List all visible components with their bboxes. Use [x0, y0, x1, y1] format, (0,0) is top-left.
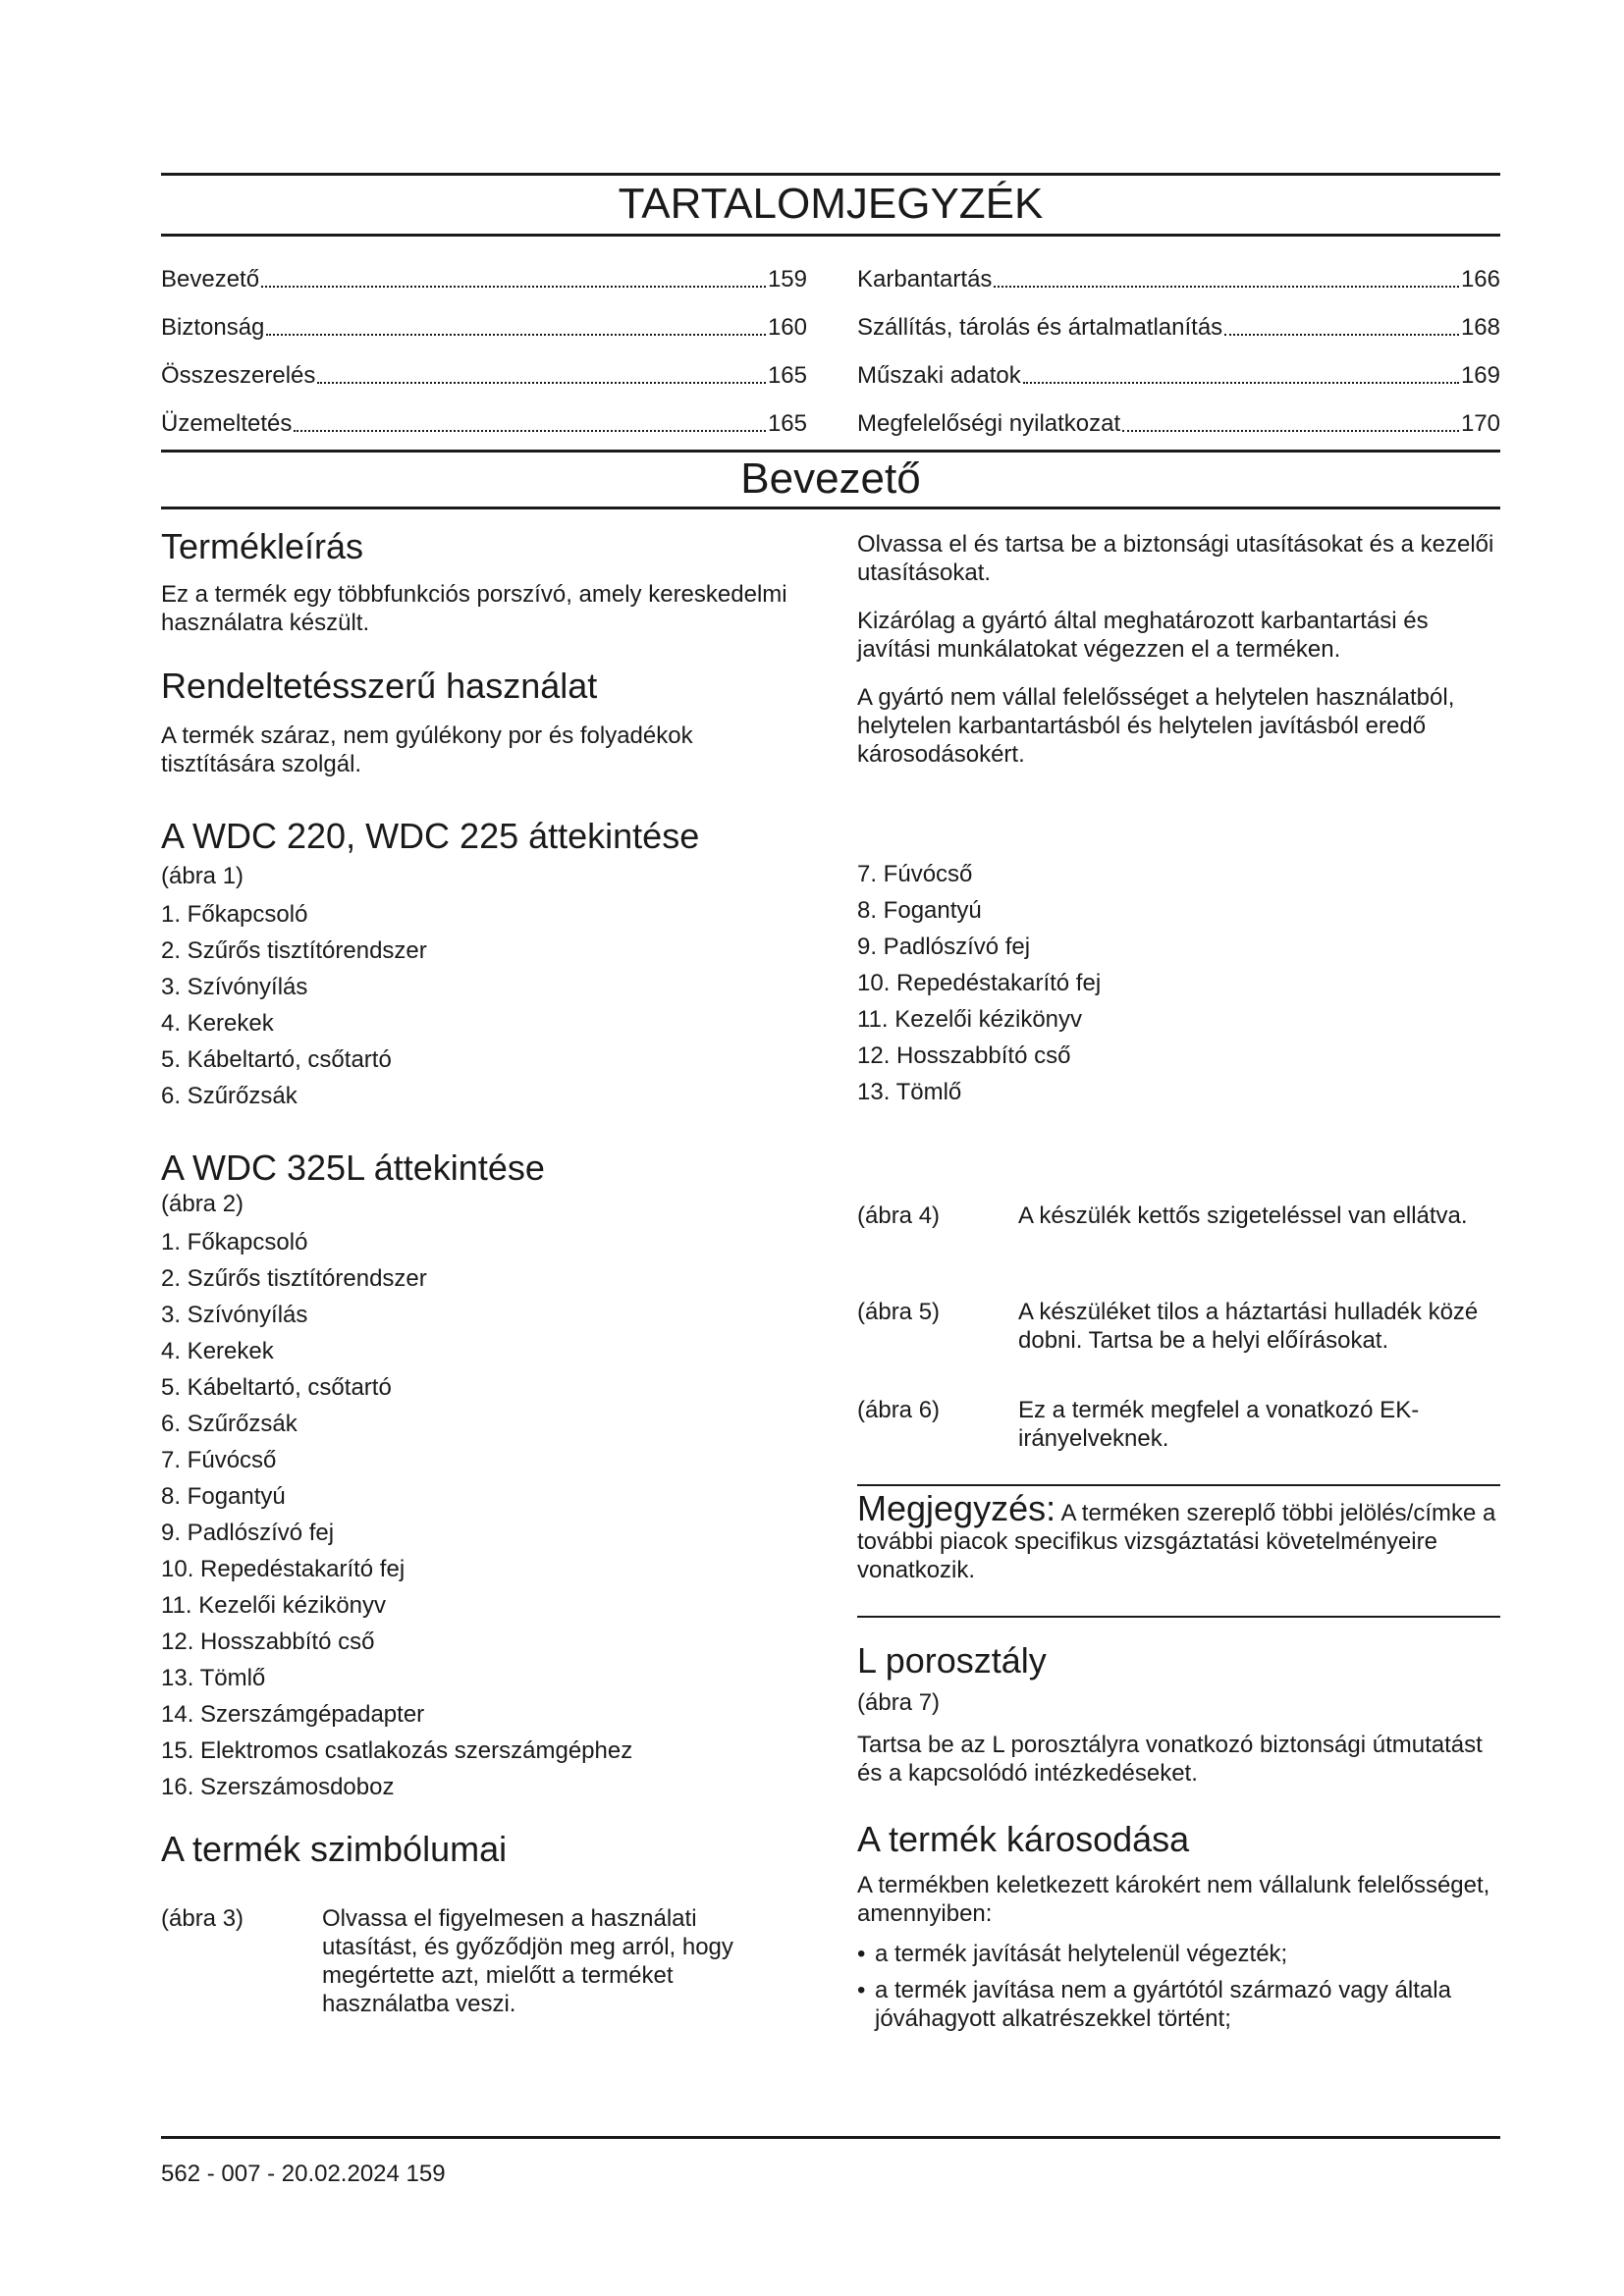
- section-title: Bevezető: [740, 454, 921, 503]
- safety-intro: [857, 530, 1500, 769]
- list-item: 1. Főkapcsoló: [161, 1229, 308, 1255]
- list-item: 6. Szűrőzsák: [161, 1083, 298, 1109]
- toc-entry[interactable]: [161, 342, 807, 390]
- symbol-entry: [857, 1201, 1500, 1230]
- toc-entry-page: 159: [767, 266, 807, 293]
- list-item: 5. Kábeltartó, csőtartó: [161, 1046, 392, 1073]
- toc-title: TARTALOMJEGYZÉK: [618, 180, 1044, 228]
- section-top-rule: [161, 450, 1500, 453]
- toc-leader: [1224, 334, 1459, 336]
- wdc220-overview: [161, 815, 789, 1114]
- toc-entry[interactable]: [161, 390, 807, 438]
- list-item: 13. Tömlő: [857, 1079, 962, 1105]
- toc-entry-page: 160: [767, 314, 807, 341]
- note-bottom-rule: [857, 1616, 1500, 1618]
- toc-leader: [994, 286, 1459, 288]
- note-paragraph: [857, 1488, 1500, 1584]
- wdc325-parts-list: [161, 1224, 789, 1805]
- list-item: 6. Szűrőzsák: [161, 1411, 298, 1437]
- product-description: [161, 525, 789, 637]
- note-label: Megjegyzés:: [857, 1488, 1056, 1528]
- toc-entry[interactable]: [857, 390, 1500, 438]
- dust-class-text: Tartsa be az L porosztályra vonatkozó biztonsági útmutatást és a kapcsolódó intézkedéseket.: [857, 1732, 1483, 1787]
- list-item: 12. Hosszabbító cső: [857, 1042, 1071, 1069]
- heading-wdc220-overview: A WDC 220, WDC 225 áttekintése: [161, 816, 700, 856]
- wdc220-parts-list: [161, 896, 789, 1114]
- toc-top-rule: [161, 173, 1500, 176]
- symbol-description: Olvassa el figyelmesen a használati utasítást, és győződjön meg arról, hogy megértette azt, mielőtt a terméket használatba veszi.: [322, 1905, 733, 2017]
- wdc220-parts-list-continued: [857, 856, 1500, 1110]
- wdc325-overview: [161, 1147, 789, 1805]
- intended-use-text: A termék száraz, nem gyúlékony por és folyadékok tisztítására szolgál.: [161, 722, 693, 777]
- wdc220-parts-continued: [857, 856, 1500, 1110]
- toc-entry-page: 168: [1460, 314, 1500, 341]
- list-item: 11. Kezelői kézikönyv: [857, 1006, 1083, 1033]
- list-item: 7. Fúvócső: [857, 861, 973, 887]
- heading-product-damage: A termék károsodása: [857, 1819, 1190, 1859]
- toc-entry[interactable]: [161, 294, 807, 342]
- list-item: 14. Szerszámgépadapter: [161, 1701, 425, 1728]
- intro-paragraph: Kizárólag a gyártó által meghatározott karbantartási és javítási munkálatokat végezzen el a terméken.: [857, 608, 1429, 663]
- list-item: 13. Tömlő: [161, 1665, 266, 1691]
- toc-leader: [294, 430, 766, 432]
- list-item: 1. Főkapcsoló: [161, 901, 308, 928]
- intro-paragraph: A gyártó nem vállal felelősséget a helytelen használatból, helytelen karbantartásból és helytelen javításból eredő károsodásokért.: [857, 684, 1455, 768]
- toc-entry-page: 165: [767, 410, 807, 437]
- symbol-entry: [857, 1298, 1500, 1355]
- symbol-description: Ez a termék megfelel a vonatkozó EK-irányelveknek.: [1018, 1397, 1420, 1452]
- list-item: 10. Repedéstakarító fej: [857, 970, 1102, 996]
- toc-leader: [261, 286, 766, 288]
- toc-right-column: [857, 245, 1500, 438]
- dust-class-figure-ref: (ábra 7): [857, 1689, 941, 1716]
- toc-entry-label: Műszaki adatok: [857, 362, 1021, 389]
- toc-left-column: [161, 245, 807, 438]
- toc-entry-label: Üzemeltetés: [161, 410, 293, 437]
- toc-entry-label: Összeszerelés: [161, 362, 316, 389]
- toc-entry[interactable]: [857, 294, 1500, 342]
- list-item: 2. Szűrős tisztítórendszer: [161, 937, 427, 964]
- damage-bullet-list: [839, 1940, 1500, 2033]
- toc-entry-label: Megfelelőségi nyilatkozat: [857, 410, 1121, 437]
- toc-entry[interactable]: [857, 342, 1500, 390]
- toc-entry-page: 165: [767, 362, 807, 389]
- symbol-description: A készülék kettős szigeteléssel van ellátva.: [1018, 1202, 1468, 1229]
- list-item: 9. Padlószívó fej: [161, 1520, 335, 1546]
- symbol-figure-ref: (ábra 3): [161, 1905, 244, 1932]
- toc-entry-page: 169: [1460, 362, 1500, 389]
- toc-leader: [1023, 382, 1459, 384]
- symbol-figure-ref: (ábra 6): [857, 1397, 941, 1423]
- toc-entry[interactable]: [161, 245, 807, 294]
- damage-text: A termékben keletkezett károkért nem vállalunk felelősséget, amennyiben:: [857, 1872, 1490, 1927]
- heading-wdc325-overview: A WDC 325L áttekintése: [161, 1148, 545, 1188]
- list-item: 4. Kerekek: [161, 1338, 274, 1364]
- list-item: 8. Fogantyú: [161, 1483, 286, 1510]
- heading-product-symbols: A termék szimbólumai: [161, 1829, 508, 1869]
- list-item: • a termék javítása nem a gyártótól származó vagy általa jóváhagyott alkatrészekkel történt;: [839, 1976, 1500, 2033]
- list-item: 8. Fogantyú: [857, 897, 982, 924]
- toc-bottom-rule: [161, 234, 1500, 237]
- toc-leader: [1122, 430, 1459, 432]
- toc-entry-label: Bevezető: [161, 266, 260, 293]
- symbol-entry: [857, 1396, 1500, 1453]
- list-item: 3. Szívónyílás: [161, 974, 308, 1000]
- note-box: [857, 1488, 1500, 1584]
- toc-leader: [317, 382, 766, 384]
- toc-entry-label: Karbantartás: [857, 266, 993, 293]
- toc-entry-page: 170: [1460, 410, 1500, 437]
- list-item: 16. Szerszámosdoboz: [161, 1774, 395, 1800]
- toc-leader: [266, 334, 766, 336]
- wdc220-figure-ref: (ábra 1): [161, 863, 244, 889]
- list-item: 2. Szűrős tisztítórendszer: [161, 1265, 427, 1292]
- footer-page-info: 562 - 007 - 20.02.2024 159: [161, 2161, 446, 2187]
- dust-class-l: [857, 1639, 1500, 1788]
- list-item: 3. Szívónyílás: [161, 1302, 308, 1328]
- list-item: 4. Kerekek: [161, 1010, 274, 1037]
- product-description-text: Ez a termék egy többfunkciós porszívó, amely kereskedelmi használatra készült.: [161, 581, 787, 636]
- list-item: 9. Padlószívó fej: [857, 934, 1031, 960]
- list-item: 15. Elektromos csatlakozás szerszámgéphez: [161, 1737, 633, 1764]
- toc-entry-label: Szállítás, tárolás és ártalmatlanítás: [857, 314, 1223, 341]
- heading-intended-use: Rendeltetésszerű használat: [161, 666, 598, 706]
- product-damage: [857, 1818, 1500, 2041]
- intro-paragraph: Olvassa el és tartsa be a biztonsági utasításokat és a kezelői utasításokat.: [857, 531, 1494, 586]
- toc-entry[interactable]: [857, 245, 1500, 294]
- list-item: 7. Fúvócső: [161, 1447, 277, 1473]
- footer-rule: [161, 2136, 1500, 2139]
- symbol-description: A készüléket tilos a háztartási hulladék közé dobni. Tartsa be a helyi előírásokat.: [1018, 1299, 1479, 1354]
- toc-entry-label: Biztonság: [161, 314, 265, 341]
- toc-entry-page: 166: [1460, 266, 1500, 293]
- list-item: 12. Hosszabbító cső: [161, 1629, 375, 1655]
- heading-product-description: Termékleírás: [161, 526, 364, 566]
- wdc325-figure-ref: (ábra 2): [161, 1191, 244, 1217]
- heading-dust-class-l: L porosztály: [857, 1640, 1047, 1681]
- symbol-figure-ref: (ábra 4): [857, 1202, 941, 1229]
- list-item: • a termék javítását helytelenül végezték;: [839, 1940, 1500, 1968]
- symbol-figure-ref: (ábra 5): [857, 1299, 941, 1325]
- note-top-rule: [857, 1484, 1500, 1486]
- list-item: 11. Kezelői kézikönyv: [161, 1592, 387, 1619]
- list-item: 5. Kábeltartó, csőtartó: [161, 1374, 392, 1401]
- intended-use: [161, 665, 789, 778]
- section-bottom-rule: [161, 507, 1500, 509]
- symbol-entry: [161, 1904, 789, 2018]
- list-item: 10. Repedéstakarító fej: [161, 1556, 406, 1582]
- note-text: A terméken szereplő többi jelölés/címke a további piacok specifikus vizsgáztatási követelményeire vonatkozik.: [857, 1500, 1496, 1583]
